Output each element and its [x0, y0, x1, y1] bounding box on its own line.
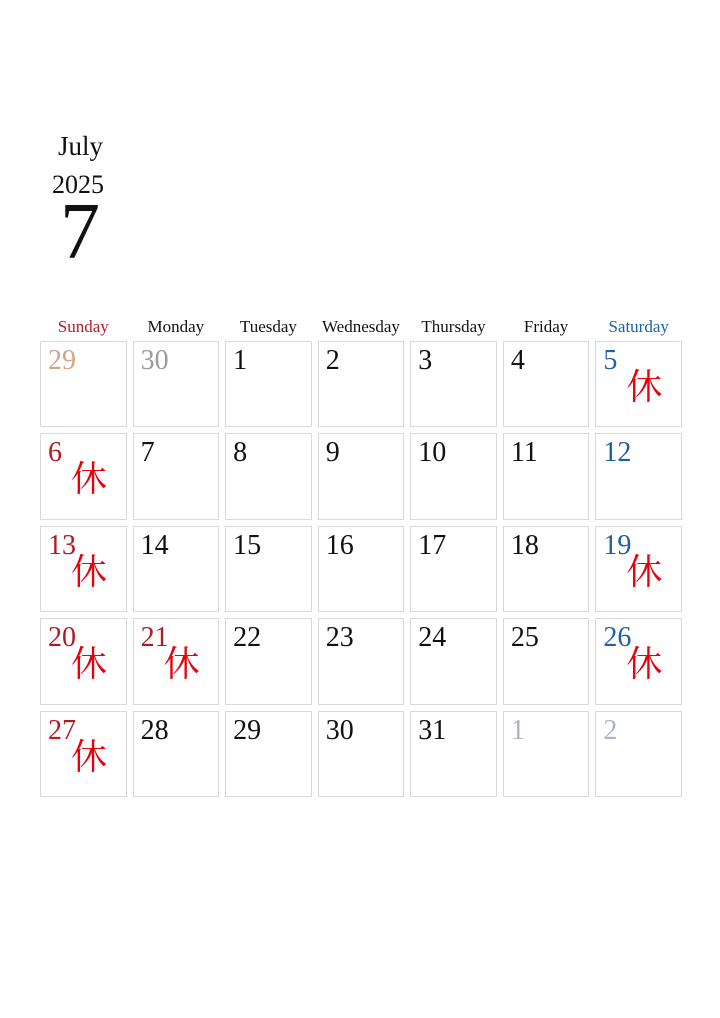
day-number: 14	[140, 529, 169, 561]
day-number: 7	[140, 437, 155, 469]
calendar-day-cell	[318, 526, 405, 612]
day-number: 2	[603, 714, 618, 746]
month-number: 7	[60, 188, 100, 276]
day-number: 10	[418, 437, 447, 469]
day-number: 1	[510, 714, 525, 746]
calendar-day-cell	[40, 341, 127, 427]
weekday-friday: Friday	[523, 317, 569, 336]
holiday-mark: 休	[71, 551, 108, 593]
calendar-day-cell	[595, 526, 682, 612]
calendar-day-cell	[40, 526, 127, 612]
calendar-day-cell	[40, 433, 127, 519]
weekday-tuesday: Tuesday	[239, 317, 297, 336]
day-number: 22	[233, 622, 262, 654]
day-number: 20	[48, 622, 76, 654]
year: 2025	[52, 170, 104, 199]
calendar-day-cell	[595, 341, 682, 427]
day-number: 23	[325, 622, 354, 654]
day-number: 18	[510, 529, 539, 561]
day-number: 3	[418, 345, 433, 376]
day-number: 2	[325, 345, 340, 376]
calendar-day-cell	[225, 618, 312, 704]
calendar-day-cell	[133, 341, 220, 427]
calendar-day-cell	[595, 433, 682, 519]
day-number: 17	[418, 529, 447, 561]
day-number: 30	[325, 714, 354, 746]
calendar-day-cell	[410, 341, 497, 427]
holiday-mark: 休	[163, 644, 200, 686]
calendar-day-cell	[595, 618, 682, 704]
day-number: 21	[140, 622, 169, 654]
weekday-monday: Monday	[147, 317, 205, 336]
day-number: 29	[233, 714, 262, 746]
calendar-day-cell	[318, 711, 405, 797]
day-number: 9	[325, 437, 340, 469]
day-number: 4	[510, 345, 525, 376]
day-number: 30	[140, 345, 169, 376]
holiday-mark: 休	[626, 551, 663, 593]
day-number: 6	[48, 437, 62, 469]
weekday-wednesday: Wednesday	[322, 317, 400, 336]
month-name: July	[58, 131, 104, 161]
weekday-saturday: Saturday	[608, 317, 669, 336]
holiday-mark: 休	[626, 367, 663, 408]
day-number: 28	[140, 714, 169, 746]
calendar-day-cell	[318, 618, 405, 704]
weekday-sunday: Sunday	[57, 317, 109, 336]
calendar-day-cell	[133, 711, 220, 797]
day-number: 15	[233, 529, 262, 561]
day-number: 26	[603, 622, 632, 654]
day-number: 25	[510, 622, 539, 654]
holiday-mark: 休	[71, 736, 108, 778]
day-number: 16	[325, 529, 354, 561]
calendar-day-cell	[318, 341, 405, 427]
calendar-day-cell	[503, 341, 590, 427]
calendar-day-cell	[133, 433, 220, 519]
calendar-day-cell	[225, 526, 312, 612]
calendar-grid	[37, 338, 685, 800]
calendar-day-cell	[225, 711, 312, 797]
calendar-day-cell	[410, 618, 497, 704]
calendar-day-cell	[40, 618, 127, 704]
calendar-day-cell	[503, 526, 590, 612]
day-number: 1	[233, 345, 248, 376]
calendar-day-cell	[503, 433, 590, 519]
calendar-day-cell	[225, 433, 312, 519]
day-number: 11	[510, 437, 538, 469]
calendar-day-cell	[595, 711, 682, 797]
day-number: 5	[603, 345, 618, 376]
calendar-day-cell	[410, 711, 497, 797]
calendar-day-cell	[40, 711, 127, 797]
day-number: 8	[233, 437, 248, 469]
day-number: 31	[418, 714, 447, 746]
holiday-mark: 休	[71, 459, 108, 501]
weekday-thursday: Thursday	[421, 317, 486, 336]
day-number: 19	[603, 529, 632, 561]
calendar-day-cell	[503, 618, 590, 704]
calendar-day-cell	[225, 341, 312, 427]
day-number: 12	[603, 437, 632, 469]
calendar-day-cell	[133, 526, 220, 612]
calendar-day-cell	[410, 433, 497, 519]
holiday-mark: 休	[626, 644, 663, 686]
calendar-day-cell	[503, 711, 590, 797]
calendar-day-cell	[133, 618, 220, 704]
day-number: 24	[418, 622, 447, 654]
day-number: 27	[48, 714, 76, 746]
calendar-day-cell	[410, 526, 497, 612]
day-number: 29	[48, 345, 76, 376]
holiday-mark: 休	[71, 644, 108, 686]
day-number: 13	[48, 529, 76, 561]
calendar-day-cell	[318, 433, 405, 519]
